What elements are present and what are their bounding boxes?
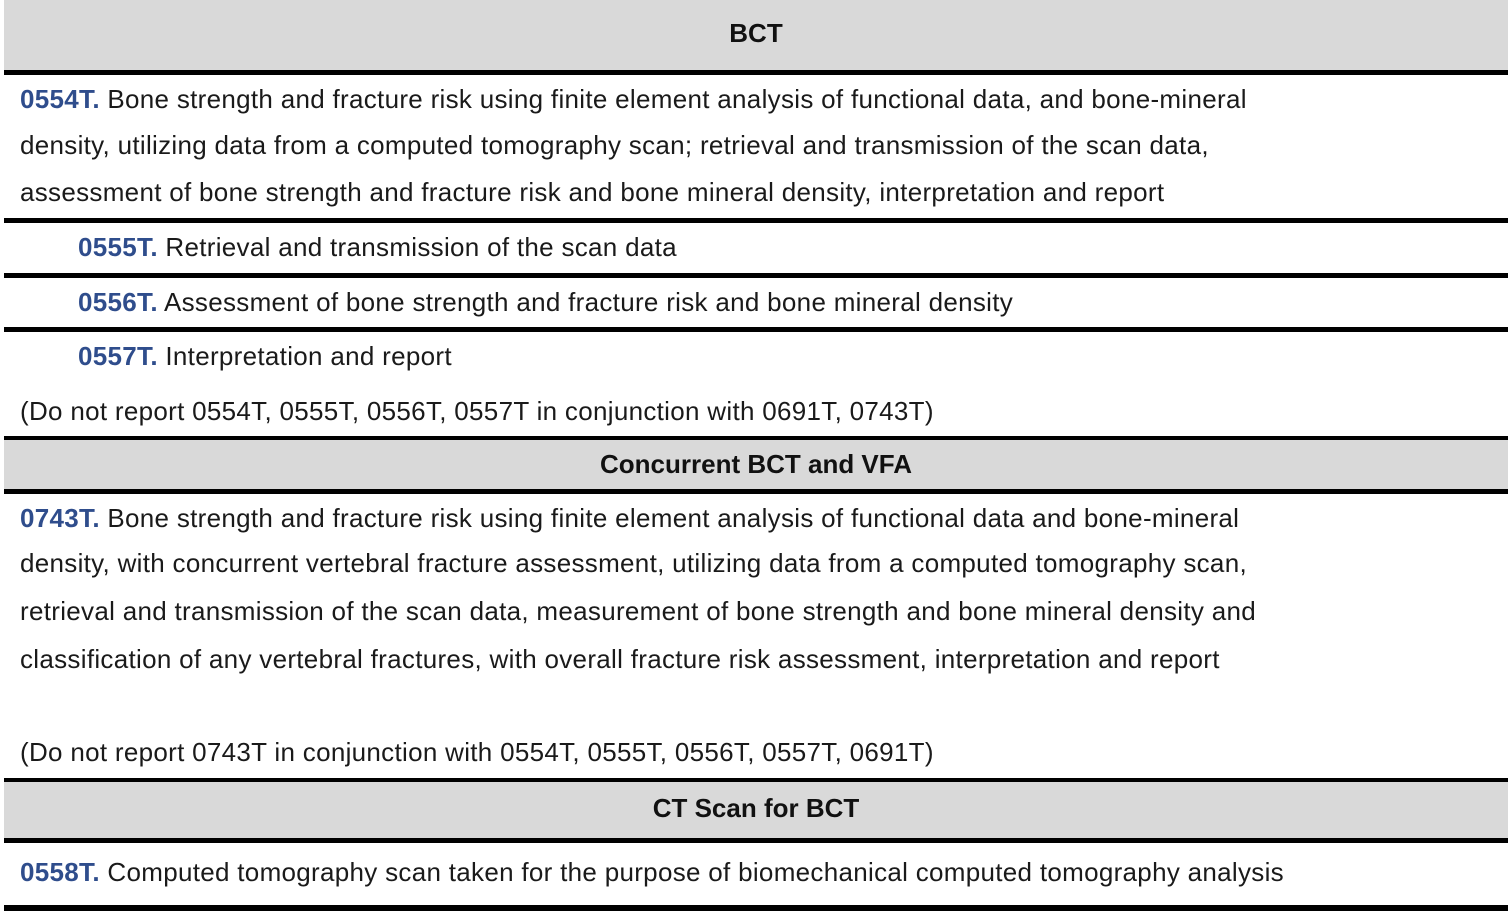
divider — [4, 327, 1508, 332]
section-header-concurrent-bct-vfa: Concurrent BCT and VFA — [4, 440, 1508, 490]
divider — [4, 273, 1508, 278]
divider — [4, 838, 1508, 843]
entry-text: Retrieval and transmission of the scan data — [157, 232, 677, 262]
entry-0743t-line-3: retrieval and transmission of the scan data, measurement of bone strength and bone mineral density and — [20, 596, 1256, 626]
entry-0743t-line-1 — [20, 503, 1239, 534]
code-0556t: 0556T. — [78, 287, 158, 317]
code-0555t: 0555T. — [78, 232, 158, 262]
entry-0743t-line-4: classification of any vertebral fractures, with overall fracture risk assessment, interpretation and report — [20, 644, 1220, 674]
code-0743t: 0743T. — [20, 503, 100, 533]
entry-0557t — [78, 341, 452, 372]
section-header-ct-scan-for-bct: CT Scan for BCT — [4, 782, 1508, 838]
entry-text: Bone strength and fracture risk using finite element analysis of functional data and bone-mineral — [99, 503, 1240, 533]
entry-text: Bone strength and fracture risk using finite element analysis of functional data, and bone-mineral — [99, 84, 1247, 114]
divider — [4, 218, 1508, 223]
divider — [4, 905, 1508, 911]
code-0554t: 0554T. — [20, 84, 100, 114]
entry-0556t — [78, 287, 1013, 318]
entry-0554t-line-1 — [20, 84, 1247, 115]
entry-text: Computed tomography scan taken for the purpose of biomechanical computed tomography analysis — [99, 857, 1284, 887]
entry-0558t — [20, 857, 1284, 888]
divider — [4, 70, 1508, 75]
entry-0555t — [78, 232, 677, 263]
entry-0554t-line-3: assessment of bone strength and fracture risk and bone mineral density, interpretation and report — [20, 177, 1165, 207]
code-0558t: 0558T. — [20, 857, 100, 887]
note-do-not-report-0554t: (Do not report 0554T, 0555T, 0556T, 0557T in conjunction with 0691T, 0743T) — [20, 396, 934, 426]
note-do-not-report-0743t: (Do not report 0743T in conjunction with 0554T, 0555T, 0556T, 0557T, 0691T) — [20, 737, 934, 767]
code-0557t: 0557T. — [78, 341, 158, 371]
entry-text: Assessment of bone strength and fracture risk and bone mineral density — [157, 287, 1014, 317]
section-header-bct: BCT — [4, 0, 1508, 70]
entry-0554t-line-2: density, utilizing data from a computed tomography scan; retrieval and transmission of the scan data, — [20, 130, 1209, 160]
entry-text: Interpretation and report — [157, 341, 452, 371]
entry-0743t-line-2: density, with concurrent vertebral fracture assessment, utilizing data from a computed tomography scan, — [20, 548, 1247, 578]
divider — [4, 489, 1508, 494]
